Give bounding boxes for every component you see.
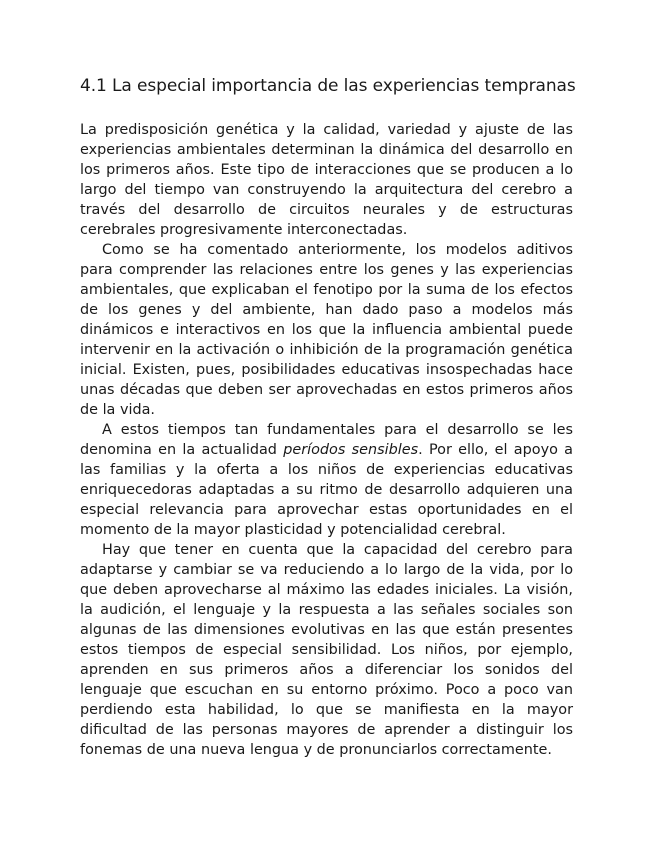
paragraph-3-text-before: A estos tiempos tan fundamentales para el desarrollo se les denomina en la actualidad: [80, 422, 573, 458]
paragraph-1: La predisposición genética y la calidad, variedad y ajuste de las experiencias ambientales determinan la dinámica del desarrollo en los primeros años. Este tipo de interacciones que se producen a lo largo del tiempo van construyendo la arquitectura del cerebro a través del desarrollo de circuitos neurales y de estructuras cerebrales progresivamente interconectadas.: [80, 122, 573, 238]
paragraph-2: Como se ha comentado anteriormente, los modelos aditivos para comprender las relaciones entre los genes y las experiencias ambientales, que explicaban el fenotipo por la suma de los efectos de los genes y del ambiente, han dado paso a modelos más dinámicos e interactivos en los que la influencia ambiental puede intervenir en la activación o inhibición de la programación genética inicial. Existen, pues, posibilidades educativas insospechadas hace unas décadas que deben ser aprovechadas en estos primeros años de la vida.: [80, 242, 573, 418]
paragraph-3: [80, 420, 573, 540]
paragraph-4: Hay que tener en cuenta que la capacidad del cerebro para adaptarse y cambiar se va reduciendo a lo largo de la vida, por lo que deben aprovecharse al máximo las edades iniciales. La visión, la audición, el lenguaje y la respuesta a las señales sociales son algunas de las dimensiones evolutivas en las que están presentes estos tiempos de especial sensibilidad. Los niños, por ejemplo, aprenden en sus primeros años a diferenciar los sonidos del lenguaje que escuchan en su entorno próximo. Poco a poco van perdiendo esta habilidad, lo que se manifiesta en la mayor dificultad de las personas mayores de aprender a distinguir los fonemas de una nueva lengua y de pronunciarlos correctamente.: [80, 542, 573, 758]
emphasis-term: períodos sensibles: [283, 442, 419, 458]
section-heading: 4.1 La especial importancia de las experiencias tempranas: [80, 76, 576, 96]
document-page: [80, 74, 576, 760]
paragraph-3-text-after: . Por ello, el apoyo a las familias y la oferta a los niños de experiencias educativas enriquecedoras adaptadas a su ritmo de desarrollo adquieren una especial relevancia para aprovechar estas oportunidades en el momento de la mayor plasticidad y potencialidad cerebral.: [80, 442, 573, 538]
